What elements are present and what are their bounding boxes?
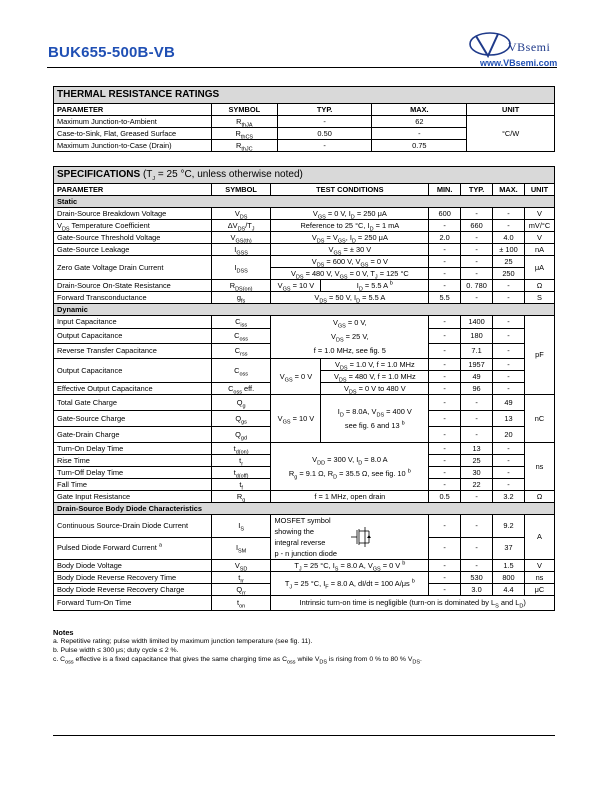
table-row: Turn-On Delay Time $t_{d(on)}$ $V_{DD} = 300$ V, $I_D = 8.0$ A $R_g = 9.1$ Ω, $R_D = 35.5$ Ω, see fig. 10 $^b$ - 13 - ns — [54, 443, 555, 455]
table-row: Body Diode Voltage $V_{SD}$ $T_J = 25$ °C, $I_S = 8.0$ A, $V_{GS} = 0$ V $^b$ - - 1.5 V — [54, 560, 555, 572]
cell-typ: - — [277, 116, 372, 128]
table-row: $V_{DS} = 480$ V, f = 1.0 MHz - 49 - — [54, 371, 555, 383]
subsection-dynamic: Dynamic — [54, 304, 555, 316]
cell-param: Case-to-Sink, Flat, Greased Surface — [54, 128, 212, 140]
table-row — [54, 116, 555, 128]
notes-section — [53, 628, 422, 664]
cell-max: 0.75 — [372, 140, 467, 152]
col-header: MIN. — [429, 184, 461, 196]
table-row: Gate-Drain Charge $Q_{gd}$ - - 20 — [54, 427, 555, 443]
table-row: Turn-Off Delay Time $t_{d(off)}$ - 30 - — [54, 467, 555, 479]
table-row: $V_{DS}$ Temperature Coefficient $\Delta V_{DS}/T_J$ Reference to 25 °C, $I_D = 1$ mA - 660 - mV/°C — [54, 220, 555, 232]
part-number-title: BUK655-500B-VB — [48, 44, 176, 61]
spec-title: SPECIFICATIONS ($T_J = 25$ °C, unless otherwise noted) — [54, 167, 555, 184]
cell-unit: °C/W — [467, 116, 555, 152]
table-row: Input Capacitance $C_{iss}$ $V_{GS} = 0$ V, $V_{DS} = 25$ V, f = 1.0 MHz, see fig. 5 - 1400 - pF — [54, 316, 555, 329]
note-a: a. Repetitive rating; pulse width limited by maximum junction temperature (see fig. 11). — [53, 638, 313, 645]
col-header: UNIT — [467, 104, 555, 116]
col-header: TEST CONDITIONS — [271, 184, 429, 196]
table-row: Output Capacitance $C_{oss}$ $V_{GS} = 0$ V $V_{DS} = 1.0$ V, f = 1.0 MHz - 1957 - — [54, 359, 555, 371]
table-row: Output Capacitance $C_{oss}$ - 180 - — [54, 328, 555, 343]
table-row: Body Diode Reverse Recovery Charge $Q_{rr}$ - 3.0 4.4 μC — [54, 584, 555, 596]
cell-typ: 0.50 — [277, 128, 372, 140]
table-row: Rise Time $t_r$ - 25 - — [54, 455, 555, 467]
table-row: Total Gate Charge $Q_g$ $V_{GS} = 10$ V $I_D = 8.0A$, $V_{DS} = 400$ V see fig. 6 and 13 $^b$ - - 49 nC — [54, 395, 555, 411]
cell-symbol: $R_{thJC}$ — [211, 140, 277, 152]
table-row: Drain-Source On-State Resistance $R_{DS(on)}$ $V_{GS} = 10$ V $I_D = 5.5$ A $^b$ - 0. 780 - Ω — [54, 280, 555, 292]
table-row: Effective Output Capacitance $C_{oss}$ eff. $V_{DS} = 0$ V to 480 V - 96 - — [54, 383, 555, 395]
col-header: PARAMETER — [54, 184, 212, 196]
col-header: TYP. — [461, 184, 493, 196]
table-row: Continuous Source-Drain Diode Current $I_S$ MOSFET symbol showing the integral reverse p - n junction diode - - 9.2 A — [54, 515, 555, 538]
table-row: Drain-Source Breakdown Voltage $V_{DS}$ $V_{GS} = 0$ V, $I_D = 250$ μA 600 - - V — [54, 208, 555, 220]
cell-symbol: $R_{thCS}$ — [211, 128, 277, 140]
cell-typ: - — [277, 140, 372, 152]
col-header: TYP. — [277, 104, 372, 116]
brand-url: www.VBsemi.com — [480, 58, 558, 68]
cell-param: Maximum Junction-to-Ambient — [54, 116, 212, 128]
col-header: SYMBOL — [211, 104, 277, 116]
subsection-diode: Drain-Source Body Diode Characteristics — [54, 503, 555, 515]
table-row: Forward Turn-On Time $t_{on}$ Intrinsic turn-on time is negligible (turn-on is dominated by $L_S$ and $L_D$) — [54, 596, 555, 611]
cell-max: - — [372, 128, 467, 140]
table-row: Gate-Source Charge $Q_{gs}$ - - 13 — [54, 411, 555, 427]
thermal-title: THERMAL RESISTANCE RATINGS — [54, 87, 555, 104]
table-row: Pulsed Diode Forward Current $^a$ $I_{SM}$ - - 37 — [54, 537, 555, 560]
cell-max: 62 — [372, 116, 467, 128]
cell-param: Maximum Junction-to-Case (Drain) — [54, 140, 212, 152]
table-row: Gate-Source Threshold Voltage $V_{GS(th)}$ $V_{DS} = V_{GS}$, $I_D = 250$ μA 2.0 - 4.0 V — [54, 232, 555, 244]
table-row: Reverse Transfer Capacitance $C_{rss}$ - 7.1 - — [54, 343, 555, 358]
table-row: Gate-Source Leakage $I_{GSS}$ $V_{GS}$ = ± 30 V - - ± 100 nA — [54, 244, 555, 256]
col-header: UNIT — [524, 184, 554, 196]
table-row: Zero Gate Voltage Drain Current $I_{DSS}$ $V_{DS} = 600$ V, $V_{GS} = 0$ V - - 25 μA — [54, 256, 555, 268]
notes-title: Notes — [53, 628, 74, 637]
col-header: SYMBOL — [211, 184, 271, 196]
table-row: Gate Input Resistance $R_g$ f = 1 MHz, open drain 0.5 - 3.2 Ω — [54, 491, 555, 503]
table-row: $V_{DS} = 480$ V, $V_{GS} = 0$ V, $T_J = 125$ °C - - 250 — [54, 268, 555, 280]
thermal-table — [53, 86, 555, 152]
col-header: MAX. — [372, 104, 467, 116]
table-row: Forward Transconductance $g_{fs}$ $V_{DS} = 50$ V, $I_D = 5.5$ A 5.5 - - S — [54, 292, 555, 304]
mosfet-symbol-icon — [347, 525, 373, 549]
note-b: b. Pulse width ≤ 300 μs; duty cycle ≤ 2 %. — [53, 647, 179, 654]
table-row: Fall Time $t_f$ - 22 - — [54, 479, 555, 491]
footer-divider — [53, 735, 555, 736]
subsection-static: Static — [54, 196, 555, 208]
cell-symbol: $R_{thJA}$ — [211, 116, 277, 128]
col-header: PARAMETER — [54, 104, 212, 116]
table-row: Body Diode Reverse Recovery Time $t_{rr}$ $T_J = 25$ °C, $I_F = 8.0$ A, dI/dt = 100 A/μs $^b$ - 530 800 ns — [54, 572, 555, 584]
note-c: c. $C_{oss}$ effective is a fixed capacitance that gives the same charging time as $C_{oss}$ while $V_{DS}$ is rising from 0 % to 80 % $V_{DS}$. — [53, 656, 422, 666]
col-header: MAX. — [493, 184, 525, 196]
brand-name: VBsemi — [508, 40, 551, 54]
specifications-table — [53, 166, 555, 611]
